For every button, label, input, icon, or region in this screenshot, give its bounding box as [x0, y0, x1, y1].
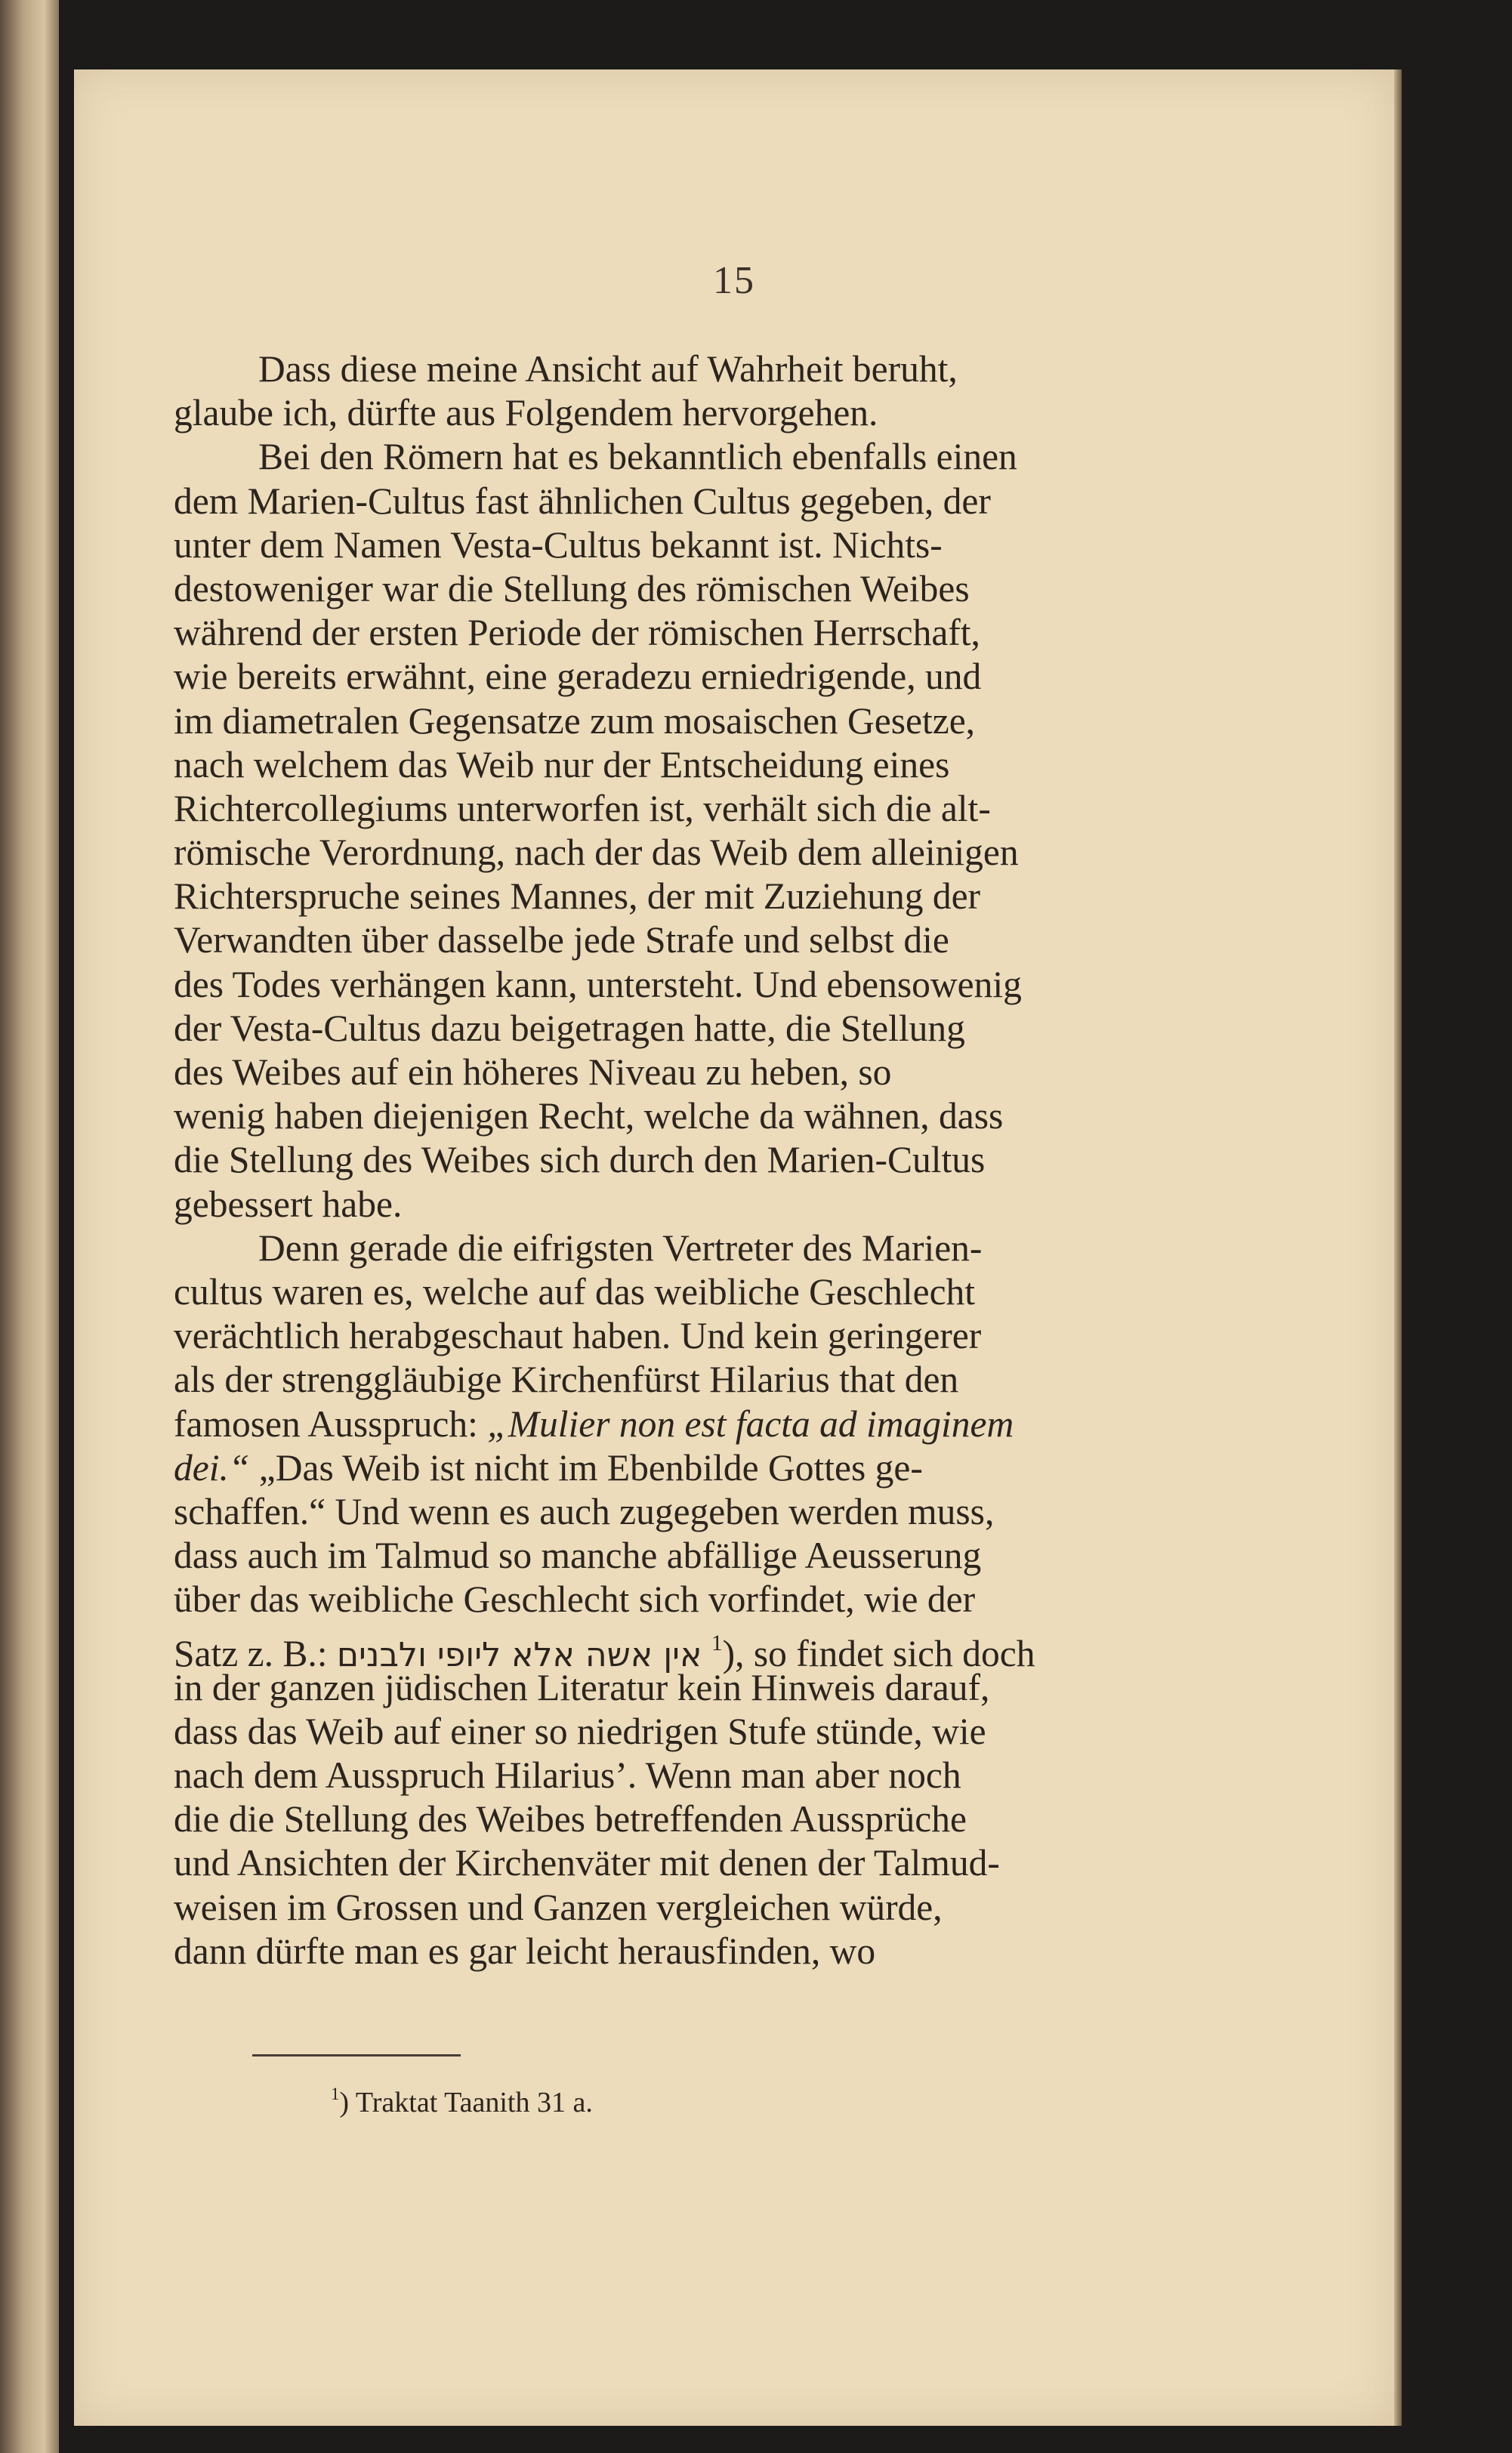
text-line: in der ganzen jüdischen Literatur kein Hinweis darauf,	[174, 1666, 990, 1708]
text-line: Verwandten über dasselbe jede Strafe und selbst die	[174, 919, 949, 961]
page-edge-shadow	[1394, 69, 1402, 2426]
text-line: cultus waren es, welche auf das weibliche Geschlecht	[174, 1270, 976, 1313]
text-line: nach dem Ausspruch Hilarius’. Wenn man aber noch	[174, 1754, 961, 1796]
footnote-text: ) Traktat Taanith 31 a.	[339, 2086, 593, 2118]
text-line: Richterspruche seines Mannes, der mit Zuziehung der	[174, 875, 981, 918]
quote-prefix: famosen Ausspruch:	[174, 1402, 488, 1445]
footnote-mark: 1	[331, 2084, 340, 2103]
text-line: der Vesta-Cultus dazu beigetragen hatte, die Stellung	[174, 1007, 965, 1049]
text-line: die die Stellung des Weibes betreffenden Aussprüche	[174, 1798, 967, 1841]
text-line: Bei den Römern hat es bekanntlich ebenfalls einen	[258, 436, 1017, 478]
text-line: über das weibliche Geschlecht sich vorfindet, wie der	[174, 1578, 976, 1621]
text-line: dann dürfte man es gar leicht herausfinden, wo	[174, 1930, 876, 1972]
hebrew-citation: אין אשה אלא ליופי ולבנים	[336, 1636, 702, 1675]
text-line: wie bereits erwähnt, eine geradezu erniedrigende, und	[174, 656, 982, 698]
text-line: des Weibes auf ein höheres Niveau zu heben, so	[174, 1051, 892, 1093]
page-number: 15	[713, 259, 755, 302]
text-line: dass das Weib auf einer so niedrigen Stufe stünde, wie	[174, 1710, 986, 1752]
hebrew-suffix: ), so findet sich doch	[722, 1633, 1035, 1675]
text-line: glaube ich, dürfte aus Folgendem hervorgehen.	[174, 392, 878, 434]
text-line: Richtercollegiums unterworfen ist, verhält sich die alt-	[174, 787, 991, 829]
text-line: Denn gerade die eifrigsten Vertreter des Marien-	[258, 1226, 983, 1269]
quote-translation: „Das Weib ist nicht im Ebenbilde Gottes ge-	[249, 1446, 923, 1489]
text-line: destoweniger war die Stellung des römischen Weibes	[174, 567, 970, 609]
text-line: nach welchem das Weib nur der Entscheidung eines	[174, 743, 950, 785]
latin-quote-end: dei.“	[174, 1446, 250, 1489]
text-line: dem Marien-Cultus fast ähnlichen Cultus gegeben, der	[174, 480, 991, 522]
text-line-quote	[174, 1402, 1318, 1446]
footnote	[331, 2084, 593, 2119]
footnote-divider	[252, 2054, 461, 2057]
text-line: weisen im Grossen und Ganzen vergleichen würde,	[174, 1886, 943, 1928]
text-line-hebrew	[174, 1621, 1318, 1675]
text-line: dass auch im Talmud so manche abfällige Aeusserung	[174, 1535, 982, 1577]
text-line: des Todes verhängen kann, untersteht. Und ebensowenig	[174, 963, 1022, 1005]
text-line: schaffen.“ Und wenn es auch zugegeben werden muss,	[174, 1490, 995, 1532]
hebrew-prefix: Satz z. B.:	[174, 1633, 337, 1675]
text-line: wenig haben diejenigen Recht, welche da wähnen, dass	[174, 1095, 1004, 1137]
text-line: gebessert habe.	[174, 1183, 403, 1225]
text-line: und Ansichten der Kirchenväter mit denen der Talmud-	[174, 1842, 1000, 1884]
body-text	[174, 347, 1318, 1973]
text-line: als der strenggläubige Kirchenfürst Hilarius that den	[174, 1359, 959, 1401]
text-line: unter dem Namen Vesta-Cultus bekannt ist. Nichts-	[174, 523, 943, 566]
text-line-quote	[174, 1446, 1318, 1490]
latin-quote: „Mulier non est facta ad imaginem	[487, 1402, 1014, 1445]
text-line: römische Verordnung, nach der das Weib dem alleinigen	[174, 832, 1019, 874]
text-line: die Stellung des Weibes sich durch den Marien-Cultus	[174, 1139, 986, 1181]
text-line: während der ersten Periode der römischen Herrschaft,	[174, 612, 980, 654]
book-page	[74, 69, 1394, 2426]
text-line: Dass diese meine Ansicht auf Wahrheit beruht,	[258, 348, 958, 390]
text-line: im diametralen Gegensatze zum mosaischen Gesetze,	[174, 699, 976, 742]
facing-page-edge	[0, 0, 59, 2453]
footnote-reference[interactable]: 1	[711, 1631, 723, 1656]
text-line: verächtlich herabgeschaut haben. Und kein geringerer	[174, 1315, 982, 1357]
